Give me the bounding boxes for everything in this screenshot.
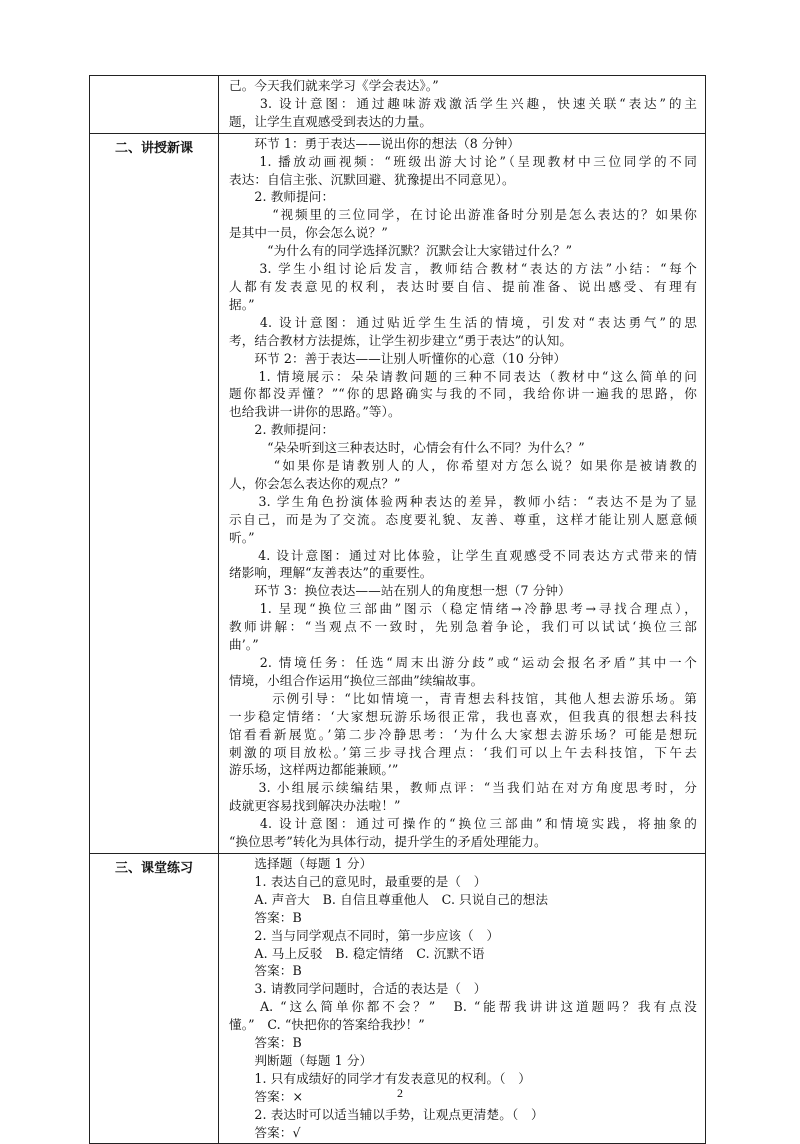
- text-line: 游乐场，这样两边都能兼顾。’”: [229, 762, 399, 778]
- text-line: 1. 只有成绩好的同学才有发表意见的权利。（ ）: [229, 1070, 531, 1086]
- text-line: 曲’。”: [229, 637, 259, 653]
- text-line: 己。今天我们就来学习《学会表达》。”: [229, 78, 439, 93]
- text-line: 4. 设计意图：通过对比体验，让学生直观感受不同表达方式带来的情: [229, 547, 697, 563]
- text-line: 1. 播放动画视频：“班级出游大讨论”（呈现教材中三位同学的不同: [229, 153, 697, 169]
- text-line: 懂。” C. “快把你的答案给我抄！”: [229, 1017, 425, 1033]
- text-line: 听。”: [229, 529, 255, 545]
- text-line: 教师讲解：“当观点不一致时，先别急着争论，我们可以试试‘换位三部: [229, 619, 697, 635]
- text-line: 2. 表达时可以适当辅以手势，让观点更清楚。（ ）: [229, 1106, 544, 1122]
- text-line: 馆看看新展览。’第二步冷静思考：‘为什么大家想去游乐场？可能是想玩: [229, 726, 697, 742]
- text-line: 一步稳定情绪：‘大家想玩游乐场很正常，我也喜欢，但我真的很想去科技: [229, 708, 697, 724]
- page-number: 2: [397, 1086, 403, 1100]
- text-line: 1. 呈现“换位三部曲”图示（稳定情绪→冷静思考→寻找合理点），: [229, 601, 697, 617]
- text-line: 2. 情境任务：任选“周末出游分歧”或“运动会报名矛盾”其中一个: [229, 655, 697, 670]
- text-line: 示自己，而是为了交流。态度要礼貌、友善、尊重，这样才能让别人愿意倾: [229, 511, 697, 527]
- text-line: “如果你是请教别人的人，你希望对方怎么说？如果你是被请教的: [229, 458, 697, 474]
- section-row: [90, 76, 706, 134]
- text-line: 4. 设计意图：通过贴近学生生活的情境，引发对“表达勇气”的思: [229, 314, 697, 330]
- text-line: “朵朵听到这三种表达时，心情会有什么不同？为什么？”: [229, 440, 585, 456]
- text-line: 2. 当与同学观点不同时，第一步应该（ ）: [229, 927, 500, 943]
- text-line: 1. 表达自己的意见时，最重要的是（ ）: [229, 873, 487, 889]
- text-line: 题，让学生直观感受到表达的力量。: [229, 113, 433, 129]
- section-content: [219, 133, 706, 853]
- text-line: 考，结合教材方法提炼，让学生初步建立“勇于表达”的认知。: [229, 332, 573, 348]
- text-line: 人，你会怎么表达你的观点？”: [229, 475, 401, 491]
- text-line: 歧就更容易找到解决办法啦！”: [229, 798, 401, 814]
- text-line: 人都有发表意见的权利，表达时要自信、提前准备、说出感受、有理有: [229, 278, 697, 294]
- text-line: 刺激的项目放松。’第三步寻找合理点：‘我们可以上午去科技馆，下午去: [229, 744, 697, 760]
- text-line: 环节 3：换位表达——站在别人的角度想一想（7 分钟）: [229, 583, 571, 599]
- text-line: 4. 设计意图：通过可操作的“换位三部曲”和情境实践，将抽象的: [229, 816, 697, 832]
- text-line: 答案：√: [229, 1124, 301, 1140]
- text-line: “视频里的三位同学，在讨论出游准备时分别是怎么表达的？如果你: [229, 207, 697, 223]
- text-line: 示例引导：“比如情境一，青青想去科技馆，其他人想去游乐场。第: [229, 690, 697, 706]
- text-line: 题你都没弄懂？”“你的思路确实与我的不同，我给你讲一遍我的思路，你: [229, 386, 697, 402]
- text-line: 情境，小组合作运用“换位三部曲”续编故事。: [229, 672, 484, 688]
- text-line: 环节 2：善于表达——让别人听懂你的心意（10 分钟）: [229, 350, 567, 366]
- text-line: 3. 请教同学问题时，合适的表达是（ ）: [229, 981, 487, 997]
- text-line: 3. 小组展示续编结果，教师点评：“当我们站在对方角度思考时，分: [229, 780, 697, 796]
- text-line: “为什么有的同学选择沉默？沉默会让大家错过什么？”: [229, 243, 573, 259]
- text-line: 3. 设计意图：通过趣味游戏激活学生兴趣，快速关联“表达”的主: [229, 95, 697, 111]
- text-line: 2. 教师提问：: [229, 422, 335, 438]
- section-row: [90, 133, 706, 853]
- text-line: 答案：B: [229, 963, 302, 979]
- text-line: 答案：B: [229, 909, 302, 925]
- text-line: 3. 学生小组讨论后发言，教师结合教材“表达的方法”小结：“每个: [229, 261, 697, 277]
- section-label: 二、讲授新课: [90, 133, 219, 853]
- text-line: 选择题（每题 1 分）: [229, 855, 373, 871]
- text-line: 答案：×: [229, 1088, 304, 1104]
- text-line: 1. 情境展示：朵朵请教问题的三种不同表达（教材中“这么简单的问: [229, 368, 697, 384]
- text-line: 据。”: [229, 296, 255, 312]
- section-content: [219, 76, 706, 134]
- section-label: [90, 76, 219, 134]
- text-line: 环节 1：勇于表达——说出你的想法（8 分钟）: [229, 135, 520, 151]
- text-line: 表达：自信主张、沉默回避、犹豫提出不同意见）。: [229, 171, 515, 187]
- text-line: 是其中一员，你会怎么说？”: [229, 225, 388, 241]
- text-line: 答案：B: [229, 1035, 302, 1051]
- section-label: 三、课堂练习: [90, 853, 219, 1144]
- text-line: A. 声音大 B. 自信且尊重他人 C. 只说自己的想法: [229, 891, 549, 907]
- text-line: 也给我讲一讲你的思路。”等）。: [229, 404, 401, 420]
- text-line: A. “这么简单你都不会？” B. “能帮我讲讲这道题吗？我有点没: [229, 999, 697, 1015]
- text-line: 2. 教师提问：: [229, 189, 335, 205]
- text-line: 3. 学生角色扮演体验两种表达的差异，教师小结：“表达不是为了显: [229, 493, 697, 509]
- text-line: A. 马上反驳 B. 稳定情绪 C. 沉默不语: [229, 945, 485, 961]
- lesson-plan-table: [89, 75, 706, 1144]
- text-line: “换位思考”转化为具体行动，提升学生的矛盾处理能力。: [229, 834, 547, 850]
- text-line: 绪影响，理解“友善表达”的重要性。: [229, 565, 433, 581]
- text-line: 判断题（每题 1 分）: [229, 1052, 373, 1068]
